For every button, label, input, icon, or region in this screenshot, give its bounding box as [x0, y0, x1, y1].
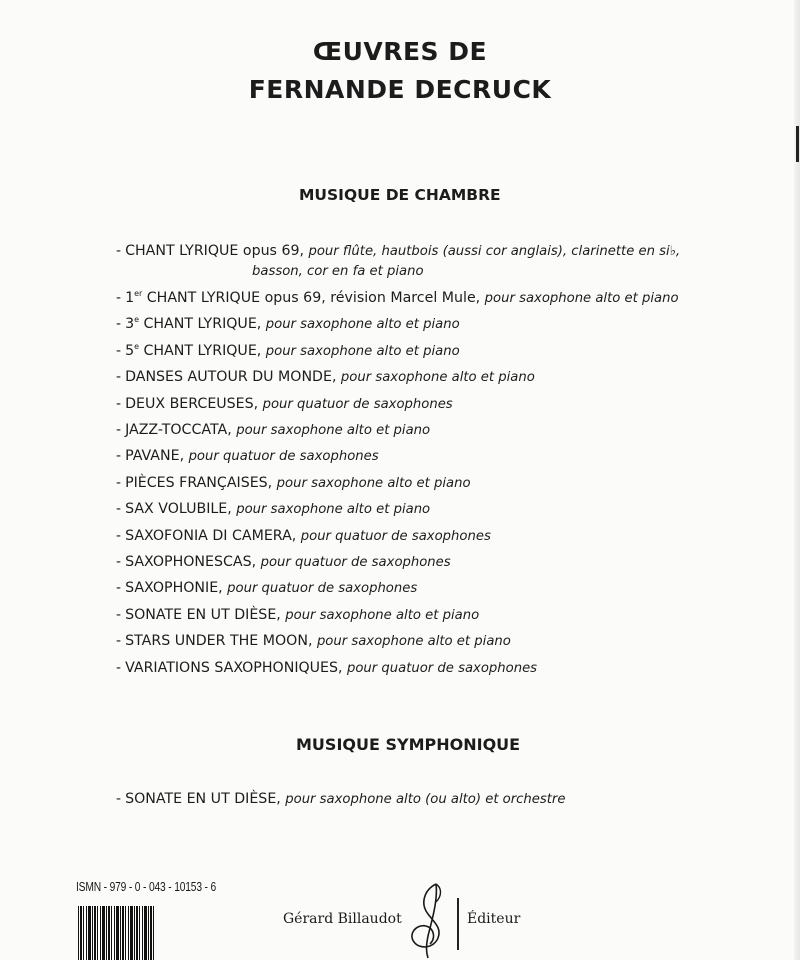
publisher-name: Gérard Billaudot: [283, 911, 402, 927]
work-item: [116, 369, 535, 386]
work-ordinal: 3: [125, 316, 135, 333]
work-ordinal-suffix: er: [134, 289, 143, 298]
list-dash: -: [116, 527, 122, 544]
list-dash: -: [116, 395, 122, 412]
work-ordinal-suffix: e: [134, 341, 140, 351]
work-title: JAZZ-TOCCATA,: [125, 422, 232, 438]
work-title: SAXOPHONIE,: [125, 580, 223, 597]
work-instrumentation: pour flûte, hautbois (aussi cor anglais), clarinette en si♭,: [308, 244, 681, 259]
work-item: [116, 607, 479, 624]
list-dash: -: [116, 791, 122, 807]
work-instrumentation: pour quatuor de saxophones: [227, 581, 418, 597]
work-instrumentation: pour saxophone alto et piano: [236, 423, 431, 438]
work-item: [116, 316, 460, 333]
list-dash: -: [116, 342, 122, 359]
logo-divider: [457, 898, 459, 950]
list-dash: -: [116, 659, 122, 676]
work-ordinal: 1: [125, 290, 135, 306]
work-ordinal-suffix: e: [134, 315, 140, 325]
work-item: [116, 580, 417, 597]
work-title: STARS UNDER THE MOON,: [125, 633, 313, 650]
work-ordinal: 5: [125, 342, 135, 359]
work-instrumentation: pour saxophone alto et piano: [276, 475, 471, 491]
work-title: VARIATIONS SAXOPHONIQUES,: [125, 659, 343, 676]
chamber-music-heading: MUSIQUE DE CHAMBRE: [299, 186, 501, 204]
work-instrumentation: pour quatuor de saxophones: [262, 396, 453, 412]
list-dash: -: [116, 554, 122, 570]
work-title: CHANT LYRIQUE opus 69,: [125, 243, 305, 259]
work-title: SONATE EN UT DIÈSE,: [125, 791, 281, 807]
work-item: [116, 633, 511, 650]
work-item: [116, 422, 430, 439]
work-instrumentation: pour quatuor de saxophones: [188, 449, 379, 465]
work-instrumentation: pour saxophone alto (ou alto) et orchestre: [285, 792, 566, 807]
list-dash: -: [116, 448, 122, 465]
work-instrumentation: pour saxophone alto et piano: [265, 343, 460, 359]
symphonic-music-heading: MUSIQUE SYMPHONIQUE: [296, 735, 521, 754]
work-instrumentation: pour saxophone alto et piano: [484, 291, 679, 306]
ismn-code: ISMN - 979 - 0 - 043 - 10153 - 6: [76, 880, 217, 894]
list-dash: -: [116, 422, 122, 438]
treble-clef-logo-icon: [398, 880, 458, 960]
list-dash: -: [116, 316, 122, 333]
work-item: [116, 528, 491, 545]
work-title: CHANT LYRIQUE opus 69, révision Marcel Mule,: [146, 290, 481, 306]
work-instrumentation: pour quatuor de saxophones: [346, 660, 538, 676]
work-instrumentation: pour quatuor de saxophones: [260, 555, 451, 570]
work-instrumentation: pour saxophone alto et piano: [340, 370, 535, 386]
work-item: [116, 243, 680, 260]
work-item: [116, 343, 460, 360]
work-item: [116, 501, 430, 518]
list-dash: -: [116, 243, 122, 259]
page-edge-mark: [796, 126, 799, 162]
list-dash: -: [116, 580, 122, 597]
work-title: SAXOFONIA DI CAMERA,: [125, 527, 297, 544]
work-title: SAXOPHONESCAS,: [125, 554, 257, 570]
work-title: DEUX BERCEUSES,: [125, 395, 259, 412]
work-title: SAX VOLUBILE,: [125, 501, 232, 518]
publisher-role: Éditeur: [467, 911, 521, 927]
work-title: PIÈCES FRANÇAISES,: [125, 474, 273, 491]
work-title: PAVANE,: [125, 448, 185, 465]
list-dash: -: [116, 369, 122, 386]
list-dash: -: [116, 474, 122, 491]
list-dash: -: [116, 606, 122, 623]
work-title: SONATE EN UT DIÈSE,: [125, 606, 281, 623]
work-item: [116, 475, 471, 492]
work-item: [116, 396, 453, 413]
list-dash: -: [116, 501, 122, 518]
barcode: [78, 906, 154, 960]
work-instrumentation: pour saxophone alto et piano: [236, 502, 431, 518]
page-title-line-1: ŒUVRES DE: [312, 37, 488, 66]
work-instrumentation: pour saxophone alto et piano: [285, 607, 480, 623]
work-title: CHANT LYRIQUE,: [143, 342, 262, 359]
page-title-line-2: FERNANDE DECRUCK: [248, 75, 552, 104]
work-item: [116, 660, 537, 677]
work-instrumentation: pour saxophone alto et piano: [316, 634, 511, 650]
work-title: CHANT LYRIQUE,: [143, 316, 262, 333]
work-description-continuation: basson, cor en fa et piano: [252, 264, 424, 279]
work-item: [116, 791, 565, 808]
list-dash: -: [116, 290, 122, 306]
work-item: [116, 448, 379, 465]
work-item: [116, 290, 679, 307]
work-item: [116, 554, 451, 571]
work-instrumentation: pour quatuor de saxophones: [300, 528, 491, 544]
work-title: DANSES AUTOUR DU MONDE,: [125, 369, 337, 386]
work-instrumentation: pour saxophone alto et piano: [265, 317, 460, 333]
list-dash: -: [116, 633, 122, 650]
